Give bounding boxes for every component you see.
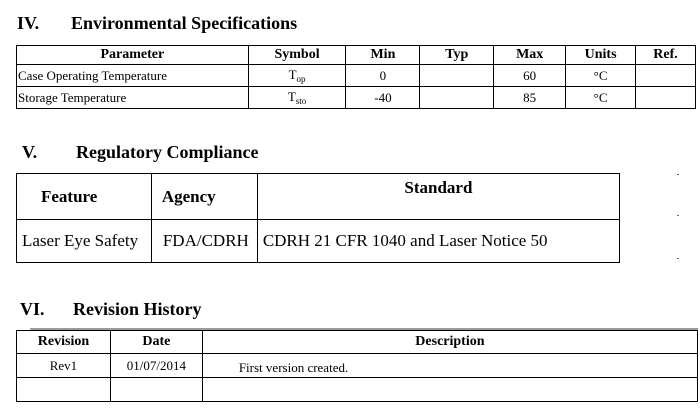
max-cell: 85 — [494, 87, 566, 109]
standard-cell: CDRH 21 CFR 1040 and Laser Notice 50 — [257, 220, 619, 263]
symbol-subscript: sto — [295, 96, 307, 106]
header-standard: Standard — [257, 174, 619, 220]
margin-mark — [677, 174, 679, 175]
header-ref: Ref. — [636, 46, 696, 65]
regulatory-compliance-table — [16, 173, 620, 263]
parameter-cell: Storage Temperature — [17, 87, 249, 109]
section-4-title: Environmental Specifications — [71, 13, 298, 33]
header-date: Date — [110, 331, 202, 354]
table-row — [17, 65, 696, 87]
description-cell: First version created. — [202, 354, 697, 378]
revision-cell: Rev1 — [17, 354, 111, 378]
typ-cell — [420, 87, 494, 109]
header-max: Max — [494, 46, 566, 65]
header-min: Min — [346, 46, 420, 65]
margin-mark — [677, 258, 679, 259]
ref-cell — [636, 87, 696, 109]
date-cell: 01/07/2014 — [110, 354, 202, 378]
environmental-specifications-table — [16, 45, 696, 109]
units-cell: °C — [566, 87, 636, 109]
section-6-number: VI. — [20, 299, 45, 319]
min-cell: 0 — [346, 65, 420, 87]
table-row — [17, 354, 698, 378]
symbol-cell — [248, 87, 346, 109]
section-6-title: Revision History — [73, 299, 202, 319]
symbol-base: T — [287, 89, 296, 104]
symbol-subscript: op — [296, 74, 306, 84]
header-units: Units — [566, 46, 636, 65]
min-cell: -40 — [346, 87, 420, 109]
typ-cell — [420, 65, 494, 87]
header-typ: Typ — [420, 46, 494, 65]
max-cell: 60 — [494, 65, 566, 87]
section-6-heading — [20, 298, 202, 320]
header-symbol: Symbol — [248, 46, 346, 65]
ref-cell — [636, 65, 696, 87]
date-cell — [110, 378, 202, 402]
table-header-row — [17, 46, 696, 65]
revision-history-table — [16, 330, 698, 402]
section-4-heading — [17, 12, 297, 34]
table-header-row — [17, 174, 620, 220]
agency-cell: FDA/CDRH — [151, 220, 257, 263]
section-4-number: IV. — [17, 13, 40, 33]
header-agency: Agency — [151, 174, 257, 220]
margin-mark — [677, 215, 679, 216]
table-header-row — [17, 331, 698, 354]
header-description: Description — [202, 331, 697, 354]
symbol-base: T — [288, 67, 297, 82]
header-feature: Feature — [17, 174, 152, 220]
header-parameter: Parameter — [17, 46, 249, 65]
units-cell: °C — [566, 65, 636, 87]
table-row — [17, 87, 696, 109]
table-row — [17, 378, 698, 402]
section-5-number: V. — [22, 142, 38, 162]
header-revision: Revision — [17, 331, 111, 354]
parameter-cell: Case Operating Temperature — [17, 65, 249, 87]
table-row — [17, 220, 620, 263]
symbol-cell — [248, 65, 346, 87]
revision-cell — [17, 378, 111, 402]
feature-cell: Laser Eye Safety — [17, 220, 152, 263]
section-5-title: Regulatory Compliance — [76, 142, 259, 162]
section-5-heading — [22, 141, 258, 163]
description-cell — [202, 378, 697, 402]
